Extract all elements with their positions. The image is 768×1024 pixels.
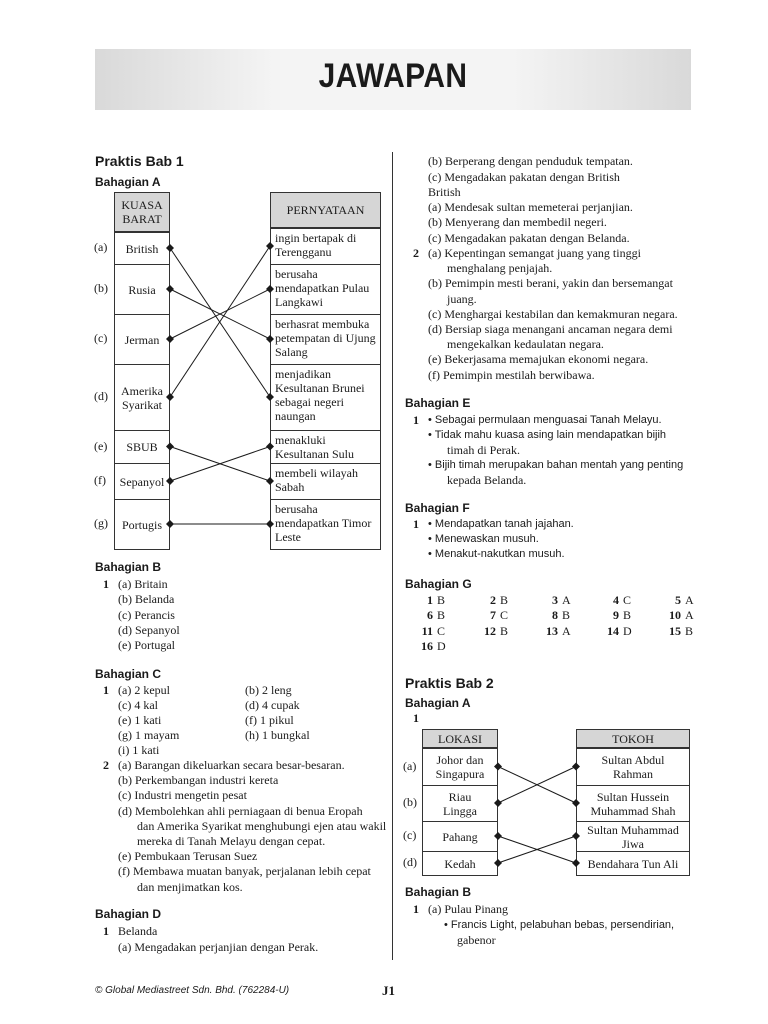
- bagG-number: 6: [427, 608, 433, 623]
- bab1-bagB-heading: Bahagian B: [95, 560, 162, 574]
- q2-line: (c) Menghargai kestabilan dan kemakmuran negara.: [428, 306, 678, 321]
- bab2-bagB-bullet2: gabenor: [457, 933, 496, 947]
- bagG-number: 8: [552, 608, 558, 623]
- bagG-number: 11: [421, 623, 433, 638]
- bagB-item: (d) Sepanyol: [118, 622, 180, 637]
- bagC-line: mereka di Tanah Melayu dengan cepat.: [137, 834, 326, 848]
- tokoh-cell: Sultan Abdul Rahman: [576, 748, 690, 786]
- tokoh-header: TOKOH: [576, 729, 690, 748]
- right-top-line: (c) Mengadakan pakatan dengan British: [428, 170, 620, 184]
- bab2-bagA-heading: Bahagian A: [405, 696, 471, 710]
- bagG-number: 4: [613, 593, 619, 607]
- bagG-number: 2: [490, 593, 496, 607]
- bab1-bagC-heading: Bahagian C: [95, 667, 162, 681]
- diamond-marker: [572, 763, 580, 771]
- q2-number: 2: [413, 246, 419, 260]
- diamond-marker: [494, 832, 502, 840]
- lokasi-cell: Riau Lingga: [422, 785, 498, 822]
- q2-line: (a) Kepentingan semangat juang yang tinggi: [428, 246, 641, 260]
- bagG-number: 14: [607, 623, 619, 638]
- bagC-line: dan Amerika Syarikat menghubungi ejen atau wakil: [137, 818, 387, 833]
- row-letter: (e): [94, 438, 108, 453]
- tokoh-cell: Bendahara Tun Ali: [576, 851, 690, 876]
- tokoh-cell: Sultan Hussein Muhammad Shah: [576, 785, 690, 822]
- diamond-marker: [494, 859, 502, 867]
- row-letter: (f): [94, 473, 106, 487]
- bagD-line1: Belanda: [118, 924, 158, 938]
- bagC-item: (b) 2 leng: [245, 683, 292, 697]
- lokasi-cell: Pahang: [422, 821, 498, 852]
- bagG-answer: A: [562, 623, 571, 638]
- bagG-number: 12: [484, 623, 496, 638]
- bab2-heading: Praktis Bab 2: [405, 675, 494, 691]
- bagG-answer: A: [685, 593, 694, 607]
- pernyataan-cell: membeli wilayah Sabah: [270, 463, 381, 500]
- q2-line: juang.: [447, 291, 477, 306]
- q2-line: (f) Pemimpin mestilah berwibawa.: [428, 367, 595, 382]
- bagG-number: 1: [427, 593, 433, 607]
- right-top-line: (b) Berperang dengan penduduk tempatan.: [428, 154, 633, 168]
- bagG-answer: B: [437, 593, 446, 607]
- diamond-marker: [572, 799, 580, 807]
- row-letter: (a): [403, 758, 417, 773]
- bagG-answer: B: [437, 608, 446, 623]
- bab1-heading: Praktis Bab 1: [95, 153, 184, 169]
- row-letter: (b): [403, 795, 417, 809]
- bagE-line: kepada Belanda.: [447, 473, 527, 487]
- q2-line: (d) Bersiap siaga menangani ancaman negara demi: [428, 322, 673, 336]
- bagF-number: 1: [413, 517, 419, 531]
- bagC-item: (a) 2 kepul: [118, 683, 170, 697]
- q2-line: (e) Bekerjasama memajukan ekonomi negara.: [428, 352, 649, 367]
- bagC-item: (d) 4 cupak: [245, 698, 300, 712]
- tokoh-cell: Sultan Muhammad Jiwa: [576, 821, 690, 852]
- kuasa-cell: Sepanyol: [114, 463, 170, 500]
- bagC-line: (d) Membolehkan ahli perniagaan di benua Eropah: [118, 803, 363, 818]
- bagG-answer: D: [623, 623, 632, 638]
- bagG-number: 3: [552, 593, 558, 607]
- pernyataan-cell: berusaha mendapatkan Pulau Langkawi: [270, 264, 381, 315]
- lokasi-cell: Kedah: [422, 851, 498, 876]
- diamond-marker: [494, 763, 502, 771]
- bab2-bagB-line1: (a) Pulau Pinang: [428, 902, 508, 916]
- pernyataan-cell: menakluki Kesultanan Sulu: [270, 430, 381, 464]
- bagC-item: (e) 1 kati: [118, 713, 162, 727]
- bagB-item: (c) Perancis: [118, 607, 175, 622]
- bagE-line: • Sebagai permulaan menguasai Tanah Melayu.: [428, 414, 662, 426]
- bagC-number-2: 2: [103, 758, 109, 772]
- bagG-number: 9: [613, 608, 619, 623]
- copyright-footer: © Global Mediastreet Sdn. Bhd. (762284-U): [95, 985, 290, 996]
- bagG-number: 10: [669, 608, 681, 623]
- bagG-answer: B: [623, 608, 632, 623]
- kuasa-cell: Rusia: [114, 264, 170, 315]
- bagG-number: 16: [421, 638, 433, 653]
- diamond-marker: [572, 859, 580, 867]
- bagG-answer: B: [500, 593, 509, 607]
- bagC-line: (c) Industri mengetin pesat: [118, 788, 247, 803]
- page-number: J1: [382, 983, 395, 998]
- kuasa-cell: British: [114, 232, 170, 265]
- bab1-bagA-heading: Bahagian A: [95, 175, 161, 189]
- row-letter: (b): [94, 281, 108, 295]
- bagG-answer: A: [685, 608, 694, 623]
- lokasi-cell: Johor dan Singapura: [422, 748, 498, 786]
- pernyataan-cell: menjadikan Kesultanan Brunei sebagai negeri naungan: [270, 364, 381, 431]
- bagE-number: 1: [413, 413, 419, 427]
- lokasi-header: LOKASI: [422, 729, 498, 748]
- bagG-answer: C: [623, 593, 632, 607]
- diamond-marker: [572, 832, 580, 840]
- bagC-number-1: 1: [103, 683, 109, 697]
- bagG-answer: A: [562, 593, 571, 607]
- bagC-line: (e) Pembukaan Terusan Suez: [118, 849, 258, 864]
- page-title: JAWAPAN: [318, 57, 468, 95]
- bagB-number: 1: [103, 577, 109, 591]
- bab2-bagB-bullet: • Francis Light, pelabuhan bebas, persendirian,: [444, 919, 675, 931]
- pernyataan-cell: berusaha mendapatkan Timor Leste: [270, 499, 381, 550]
- bagE-line: timah di Perak.: [447, 443, 520, 457]
- bagC-line: dan menjimatkan kos.: [137, 879, 243, 894]
- bagE-heading: Bahagian E: [405, 396, 471, 410]
- row-letter: (g): [94, 516, 108, 530]
- bagG-number: 5: [675, 593, 681, 607]
- bab2-bagB-number: 1: [413, 902, 419, 916]
- q2-line: mengekalkan kedaulatan negara.: [447, 337, 604, 352]
- pernyataan-cell: ingin bertapak di Terengganu: [270, 228, 381, 265]
- bagC-item: (h) 1 bungkal: [245, 728, 310, 742]
- bagG-number: 15: [669, 623, 681, 638]
- bagG-answer: B: [562, 608, 571, 623]
- row-letter: (c): [403, 828, 417, 842]
- bagE-line: • Bijih timah merupakan bahan mentah yang penting: [428, 459, 684, 471]
- kuasa-barat-header: KUASA BARAT: [114, 192, 170, 232]
- kuasa-cell: Portugis: [114, 499, 170, 550]
- kuasa-cell: Amerika Syarikat: [114, 364, 170, 431]
- right-top-line: (b) Menyerang dan membedil negeri.: [428, 215, 607, 229]
- bagG-answer: C: [500, 608, 509, 623]
- pernyataan-header: PERNYATAAN: [270, 192, 381, 228]
- bagG-heading: Bahagian G: [405, 577, 472, 591]
- bagG-answer: B: [685, 623, 694, 638]
- right-top-line: (a) Mendesak sultan memeterai perjanjian.: [428, 200, 633, 214]
- bagE-line: • Tidak mahu kuasa asing lain mendapatkan bijih: [428, 429, 667, 441]
- kuasa-cell: Jerman: [114, 314, 170, 365]
- bagG-answer: B: [500, 623, 509, 638]
- q2-line: menghalang penjajah.: [447, 261, 553, 276]
- bab1-bagD-heading: Bahagian D: [95, 907, 162, 921]
- bab2-bagB-heading: Bahagian B: [405, 885, 472, 899]
- bagG-answer: C: [437, 623, 446, 638]
- right-top-line: British: [428, 185, 461, 199]
- bagF-line: • Mendapatkan tanah jajahan.: [428, 518, 574, 530]
- bagD-line2: (a) Mengadakan perjanjian dengan Perak.: [118, 940, 319, 954]
- bagD-number: 1: [103, 924, 109, 938]
- bagF-heading: Bahagian F: [405, 501, 470, 515]
- bagB-item: (b) Belanda: [118, 592, 175, 607]
- bagC-item: (c) 4 kal: [118, 698, 158, 712]
- bagF-line: • Menakut-nakutkan musuh.: [428, 548, 565, 560]
- bab2-number: 1: [413, 711, 419, 725]
- diamond-marker: [494, 799, 502, 807]
- bagB-item: (e) Portugal: [118, 638, 175, 653]
- bagB-item: (a) Britain: [118, 577, 168, 591]
- bagC-line: (f) Membawa muatan banyak, perjalanan lebih cepat: [118, 864, 371, 879]
- bagC-item: (f) 1 pikul: [245, 713, 294, 727]
- bagC-item: (g) 1 mayam: [118, 728, 180, 742]
- bagG-number: 7: [490, 608, 496, 623]
- bagC-line: (a) Barangan dikeluarkan secara besar-besaran.: [118, 758, 345, 772]
- bagC-line: (b) Perkembangan industri kereta: [118, 773, 279, 788]
- row-letter: (d): [403, 855, 417, 869]
- bagG-number: 13: [546, 623, 558, 638]
- q2-line: (b) Pemimpin mesti berani, yakin dan bersemangat: [428, 276, 673, 291]
- row-letter: (c): [94, 331, 108, 345]
- bagG-answer: D: [437, 638, 446, 653]
- kuasa-cell: SBUB: [114, 430, 170, 464]
- row-letter: (d): [94, 389, 108, 403]
- pernyataan-cell: berhasrat membuka petempatan di Ujung Salang: [270, 314, 381, 365]
- right-top-line: (c) Mengadakan pakatan dengan Belanda.: [428, 231, 630, 245]
- row-letter: (a): [94, 240, 108, 254]
- bagC-extra: (i) 1 kati: [118, 743, 160, 757]
- bagF-line: • Menewaskan musuh.: [428, 533, 539, 545]
